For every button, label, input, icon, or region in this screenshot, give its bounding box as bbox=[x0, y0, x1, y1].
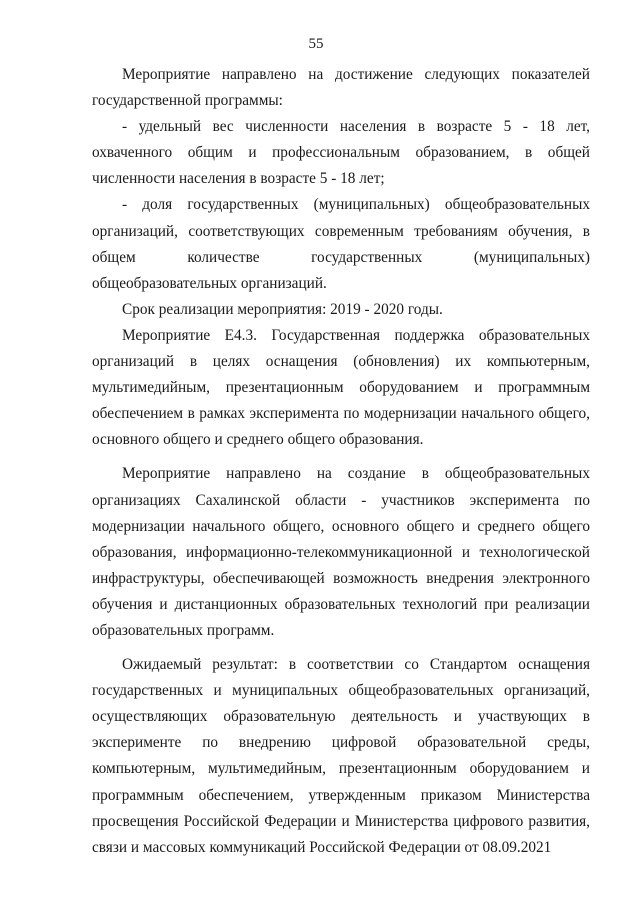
paragraph-indicator-organizations-share: - доля государственных (муниципальных) общеобразовательных организаций, соответствующих современным требованиям обучения, в общем количестве государственных (муниципальных) общеобразовательных организаций. bbox=[92, 196, 590, 292]
paragraph-indicators-intro: Мероприятие направлено на достижение следующих показателей государственной программы: bbox=[92, 66, 590, 110]
document-body bbox=[92, 62, 590, 861]
paragraph-implementation-period: Срок реализации мероприятия: 2019 - 2020 годы. bbox=[122, 300, 443, 318]
paragraph-measure-e4-3: Мероприятие Е4.3. Государственная поддержка образовательных организаций в целях оснащения (обновления) их компьютерным, мультимедийным, презентационным оборудованием и программным обеспечением в рамках эксперимента по модернизации начального общего, основного общего и среднего общего образования. bbox=[92, 326, 590, 449]
paragraph-indicator-population-share: - удельный вес численности населения в возрасте 5 - 18 лет, охваченного общим и профессиональным образованием, в общей численности населения в возрасте 5 - 18 лет; bbox=[92, 118, 590, 188]
page-number: 55 bbox=[308, 36, 324, 52]
paragraph-expected-result: Ожидаемый результат: в соответствии со Стандартом оснащения государственных и муниципальных общеобразовательных организаций, осуществляющих образовательную деятельность и участвующих в эксперименте по внедрению цифровой образовательной среды, компьютерным, мультимедийным, презентационным оборудованием и программным обеспечением, утвержденным приказом Министерства просвещения Российской Федерации и Министерства цифрового развития, связи и массовых коммуникаций Российской Федерации от 08.09.2021 bbox=[92, 656, 590, 856]
paragraph-measure-purpose: Мероприятие направлено на создание в общеобразовательных организациях Сахалинской области - участников эксперимента по модернизации начального общего, основного общего и среднего общего образования, информационно-телекоммуникационной и технологической инфраструктуры, обеспечивающей возможность внедрения электронного обучения и дистанционных образовательных технологий при реализации образовательных программ. bbox=[92, 465, 590, 639]
